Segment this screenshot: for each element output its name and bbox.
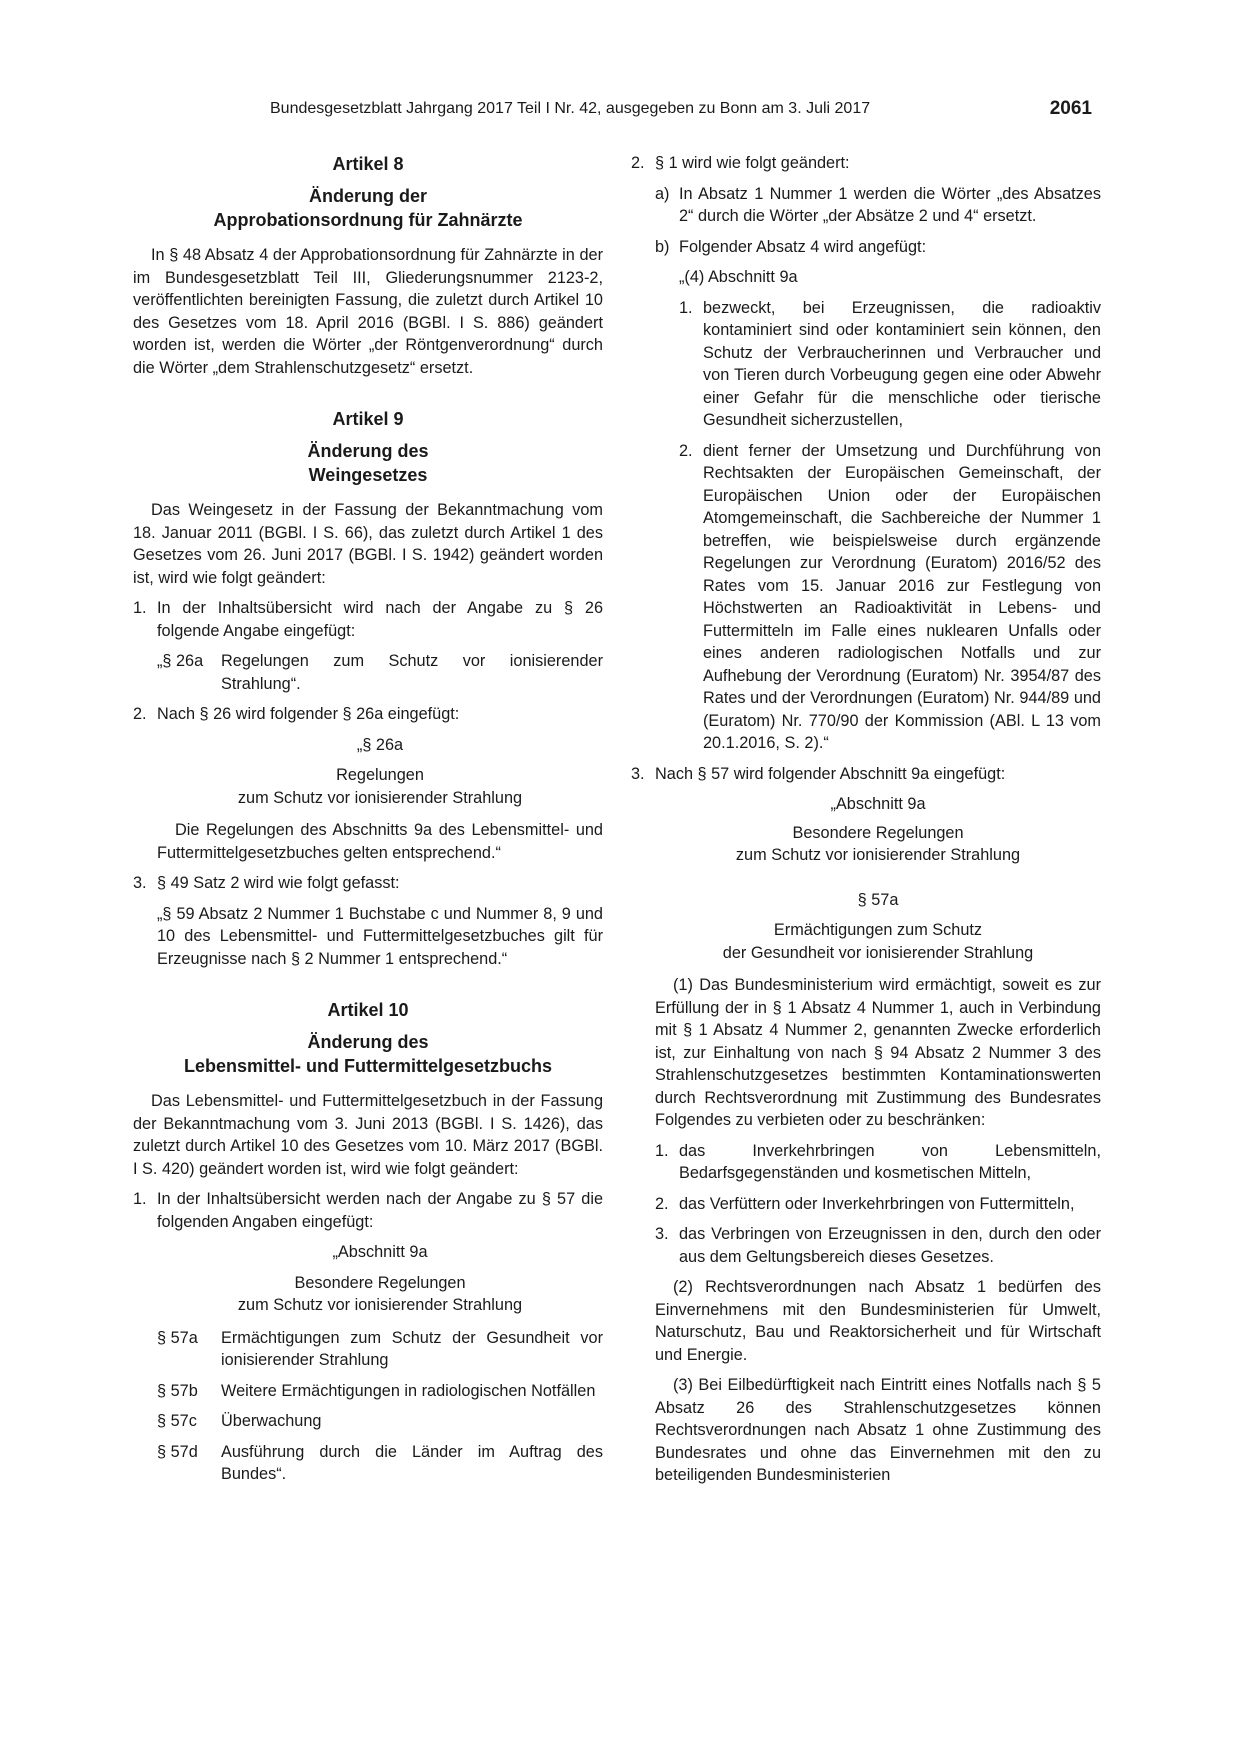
- toc-section-title: Weitere Ermächtigungen in radiologischen Notfällen: [221, 1381, 596, 1400]
- quote-section-number: „§ 26a: [157, 652, 204, 670]
- abschnitt-9a-heading-line2: zum Schutz vor ionisierender Strahlung: [237, 1296, 523, 1314]
- section-26a-heading-line1: Regelungen: [336, 766, 424, 784]
- article-10-label: Artikel 10: [327, 1000, 409, 1020]
- article-10-item-3: [631, 763, 1101, 786]
- section-57a-heading-line2: der Gesundheit vor ionisierender Strahlung: [722, 943, 1034, 962]
- section-57a-list-3: [655, 1223, 1101, 1268]
- section-57a-list-2: [655, 1193, 1101, 1216]
- page-number: 2061: [1049, 98, 1092, 119]
- section-26a-heading: [157, 764, 603, 809]
- absatz-4-label: „(4) Abschnitt 9a: [679, 268, 798, 286]
- item-text: In der Inhaltsübersicht werden nach der Angabe zu § 57 die folgenden Angaben eingefügt:: [157, 1190, 603, 1231]
- article-8-body: In § 48 Absatz 4 der Approbationsordnung für Zahnärzte in der im Bundesgesetzblatt Teil III, Gliederungsnummer 2123-2, veröffentlichten bereinigten Fassung, die zuletzt durch Artikel 10 des Gesetzes vom 18. April 2016 (BGBl. I S. 886) geändert worden ist, werden die Wörter „der Röntgenverordnung“ durch die Wörter „dem Strahlenschutzgesetz“ ersetzt.: [133, 246, 603, 377]
- list-number: 1.: [655, 1141, 669, 1160]
- list-text: das Verbringen von Erzeugnissen in den, durch den oder aus dem Geltungsbereich dieses Gesetzes.: [679, 1225, 1101, 1266]
- list-number: 2.: [655, 1194, 669, 1213]
- article-8-title-line1: Änderung der: [308, 186, 427, 206]
- list-text: das Inverkehrbringen von Lebensmitteln, Bedarfsgegenständen und kosmetischen Mitteln,: [679, 1141, 1101, 1182]
- item-number: 2.: [631, 154, 645, 172]
- article-9-item-3-quote: „§ 59 Absatz 2 Nummer 1 Buchstabe c und Nummer 8, 9 und 10 des Lebensmittel- und Futtermittelgesetzbuches gilt für Erzeugnisse nach § 2 Nummer 1 entsprechend.“: [157, 904, 603, 968]
- article-9-label: Artikel 9: [332, 409, 404, 429]
- article-10-item-2: [631, 152, 1101, 175]
- abschnitt-9a-heading-line1: Besondere Regelungen: [294, 1273, 466, 1292]
- list-text: dient ferner der Umsetzung und Durchführung von Rechtsakten der Europäischen Gemeinschaft, der Europäischen Union oder der Europäischen Atomgemeinschaft, die Sachbereiche der Nummer 1 betreffen, wie beispielsweise durch ergänzende Regelungen zur Verordnung (Euratom) 2016/52 des Rates vom 15. Januar 2016 zur Festlegung von Höchstwerten an Radioaktivität in Lebens- und Futtermitteln im Falle eines nuklearen Unfalls oder eines anderen radiologischen Notfalls und zur Aufhebung der Verordnung (Euratom) Nr. 3954/87 des Rates und der Verordnungen (Euratom) Nr. 944/89 und (Euratom) Nr. 770/90 der Kommission (ABl. L 13 vom 20.1.2016, S. 2).“: [703, 441, 1101, 752]
- abschnitt-9a-label-right: „Abschnitt 9a: [830, 795, 926, 813]
- list-number: 1.: [679, 298, 693, 317]
- sub-item-text: In Absatz 1 Nummer 1 werden die Wörter „des Absatzes 2“ durch die Wörter „der Absätze 2 und 4“ ersetzt.: [679, 184, 1101, 225]
- toc-section-title: Überwachung: [221, 1412, 322, 1430]
- page-header: [270, 98, 1092, 124]
- section-57a-list-1: [655, 1140, 1101, 1185]
- section-57a-heading-line1: Ermächtigungen zum Schutz: [773, 921, 983, 939]
- item-number: 3.: [631, 764, 645, 783]
- section-26a-label: „§ 26a: [356, 735, 404, 754]
- sub-item-text: Folgender Absatz 4 wird angefügt:: [679, 237, 927, 256]
- section-26a-body: Die Regelungen des Abschnitts 9a des Lebensmittel- und Futtermittelgesetzbuches gelten entsprechend.“: [157, 821, 603, 862]
- list-text: das Verfüttern oder Inverkehrbringen von Futtermitteln,: [679, 1194, 1075, 1213]
- article-9-item-1-quote: [157, 650, 603, 695]
- abschnitt-9a-heading: [157, 1272, 603, 1317]
- toc-entry: [157, 1410, 603, 1433]
- article-9-intro: Das Weingesetz in der Fassung der Bekanntmachung vom 18. Januar 2011 (BGBl. I S. 66), das zuletzt durch Artikel 1 des Gesetzes vom 26. Juni 2017 (BGBl. I S. 1942) geändert worden ist, wird wie folgt geändert:: [133, 501, 603, 587]
- item-text: Nach § 26 wird folgender § 26a eingefügt:: [157, 705, 460, 723]
- article-10-item-1: [133, 1188, 603, 1233]
- item-2-sub-b: [655, 236, 1101, 259]
- list-text: bezweckt, bei Erzeugnissen, die radioaktiv kontaminiert sind oder kontaminiert sein können, den Schutz der Verbraucherinnen und Verbraucher und von Tieren durch Vorbeugung gegen eine oder Abwehr einer Gefahr für die menschliche oder tierische Gesundheit sicherzustellen,: [703, 298, 1101, 429]
- section-57a-heading: [655, 919, 1101, 964]
- article-8-title-line2: Approbationsordnung für Zahnärzte: [213, 210, 523, 230]
- toc-section-number: § 57b: [157, 1381, 198, 1400]
- absatz-4-number-2: [679, 440, 1101, 755]
- item-text: § 1 wird wie folgt geändert:: [655, 154, 850, 172]
- absatz-4-number-1: [679, 297, 1101, 432]
- toc-section-number: § 57a: [157, 1328, 198, 1347]
- section-57a-label: § 57a: [857, 890, 899, 909]
- section-57a-paragraph-2: (2) Rechtsverordnungen nach Absatz 1 bedürfen des Einvernehmens mit den Bundesministerien für Umwelt, Naturschutz, Bau und Reaktorsicherheit und für Wirtschaft und Energie.: [655, 1278, 1101, 1364]
- article-9-item-1: [133, 597, 603, 642]
- toc-entry: [157, 1380, 603, 1403]
- sub-item-letter: a): [655, 184, 670, 203]
- toc-section-title: Ausführung durch die Länder im Auftrag des Bundes“.: [221, 1442, 603, 1483]
- right-column: [631, 152, 1101, 1495]
- running-header: Bundesgesetzblatt Jahrgang 2017 Teil I Nr. 42, ausgegeben zu Bonn am 3. Juli 2017: [270, 100, 871, 117]
- quote-section-text: Regelungen zum Schutz vor ionisierender Strahlung“.: [221, 652, 603, 693]
- item-text: § 49 Satz 2 wird wie folgt gefasst:: [157, 874, 400, 892]
- article-10-title-line2: Lebensmittel- und Futtermittelgesetzbuchs: [183, 1056, 553, 1076]
- toc-section-number: § 57d: [157, 1442, 198, 1461]
- left-column: [133, 152, 603, 1494]
- article-10-intro: Das Lebensmittel- und Futtermittelgesetzbuch in der Fassung der Bekanntmachung vom 3. Juni 2013 (BGBl. I S. 1426), das zuletzt durch Artikel 10 des Gesetzes vom 10. März 2017 (BGBl. I S. 420) geändert worden ist, wird wie folgt geändert:: [133, 1092, 603, 1178]
- item-number: 3.: [133, 874, 147, 892]
- article-8-title: [133, 184, 603, 232]
- section-57a-paragraph-1: (1) Das Bundesministerium wird ermächtigt, soweit es zur Erfüllung der in § 1 Absatz 4 Nummer 1, auch in Verbindung mit § 1 Absatz 4 Nummer 2, genannten Zwecke erforderlich ist, zur Einhaltung von nach § 94 Absatz 2 Nummer 3 des Strahlenschutzgesetzes bestimmten Kontaminationswerten durch Rechtsverordnung mit Zustimmung des Bundesrates Folgendes zu verbieten oder zu beschränken:: [655, 976, 1101, 1129]
- abschnitt-9a-label: „Abschnitt 9a: [332, 1243, 428, 1261]
- list-number: 2.: [679, 441, 693, 460]
- abschnitt-9a-heading-right: [655, 822, 1101, 867]
- item-2-sub-a: [655, 183, 1101, 228]
- article-9-title-line1: Änderung des: [307, 441, 429, 461]
- item-number: 2.: [133, 705, 147, 723]
- article-10-title-line1: Änderung des: [307, 1032, 429, 1052]
- article-10-title: [133, 1030, 603, 1078]
- sub-item-letter: b): [655, 237, 670, 256]
- toc-entry: [157, 1327, 603, 1372]
- abschnitt-9a-heading-line2: zum Schutz vor ionisierender Strahlung: [735, 846, 1021, 864]
- section-26a-heading-line2: zum Schutz vor ionisierender Strahlung: [237, 788, 523, 807]
- section-57a-paragraph-3: (3) Bei Eilbedürftigkeit nach Eintritt eines Notfalls nach § 5 Absatz 26 des Strahlenschutzgesetzes können Rechtsverordnungen nach Absatz 1 ohne Zustimmung des Bundesrates und ohne das Einvernehmen mit den zu beteiligenden Bundesministerien: [655, 1376, 1101, 1484]
- article-8-label: Artikel 8: [332, 154, 404, 174]
- item-number: 1.: [133, 599, 147, 617]
- list-number: 3.: [655, 1225, 669, 1243]
- toc-entry: [157, 1441, 603, 1486]
- item-number: 1.: [133, 1190, 147, 1208]
- toc-section-title: Ermächtigungen zum Schutz der Gesundheit vor ionisierender Strahlung: [221, 1328, 603, 1369]
- article-9-title-line2: Weingesetzes: [308, 465, 428, 485]
- article-9-title: [133, 439, 603, 487]
- article-9-item-3: [133, 872, 603, 895]
- item-text: Nach § 57 wird folgender Abschnitt 9a eingefügt:: [655, 764, 1006, 783]
- article-9-item-2: [133, 703, 603, 726]
- abschnitt-9a-heading-line1: Besondere Regelungen: [792, 823, 964, 842]
- item-text: In der Inhaltsübersicht wird nach der Angabe zu § 26 folgende Angabe eingefügt:: [157, 599, 603, 640]
- toc-section-number: § 57c: [157, 1412, 197, 1430]
